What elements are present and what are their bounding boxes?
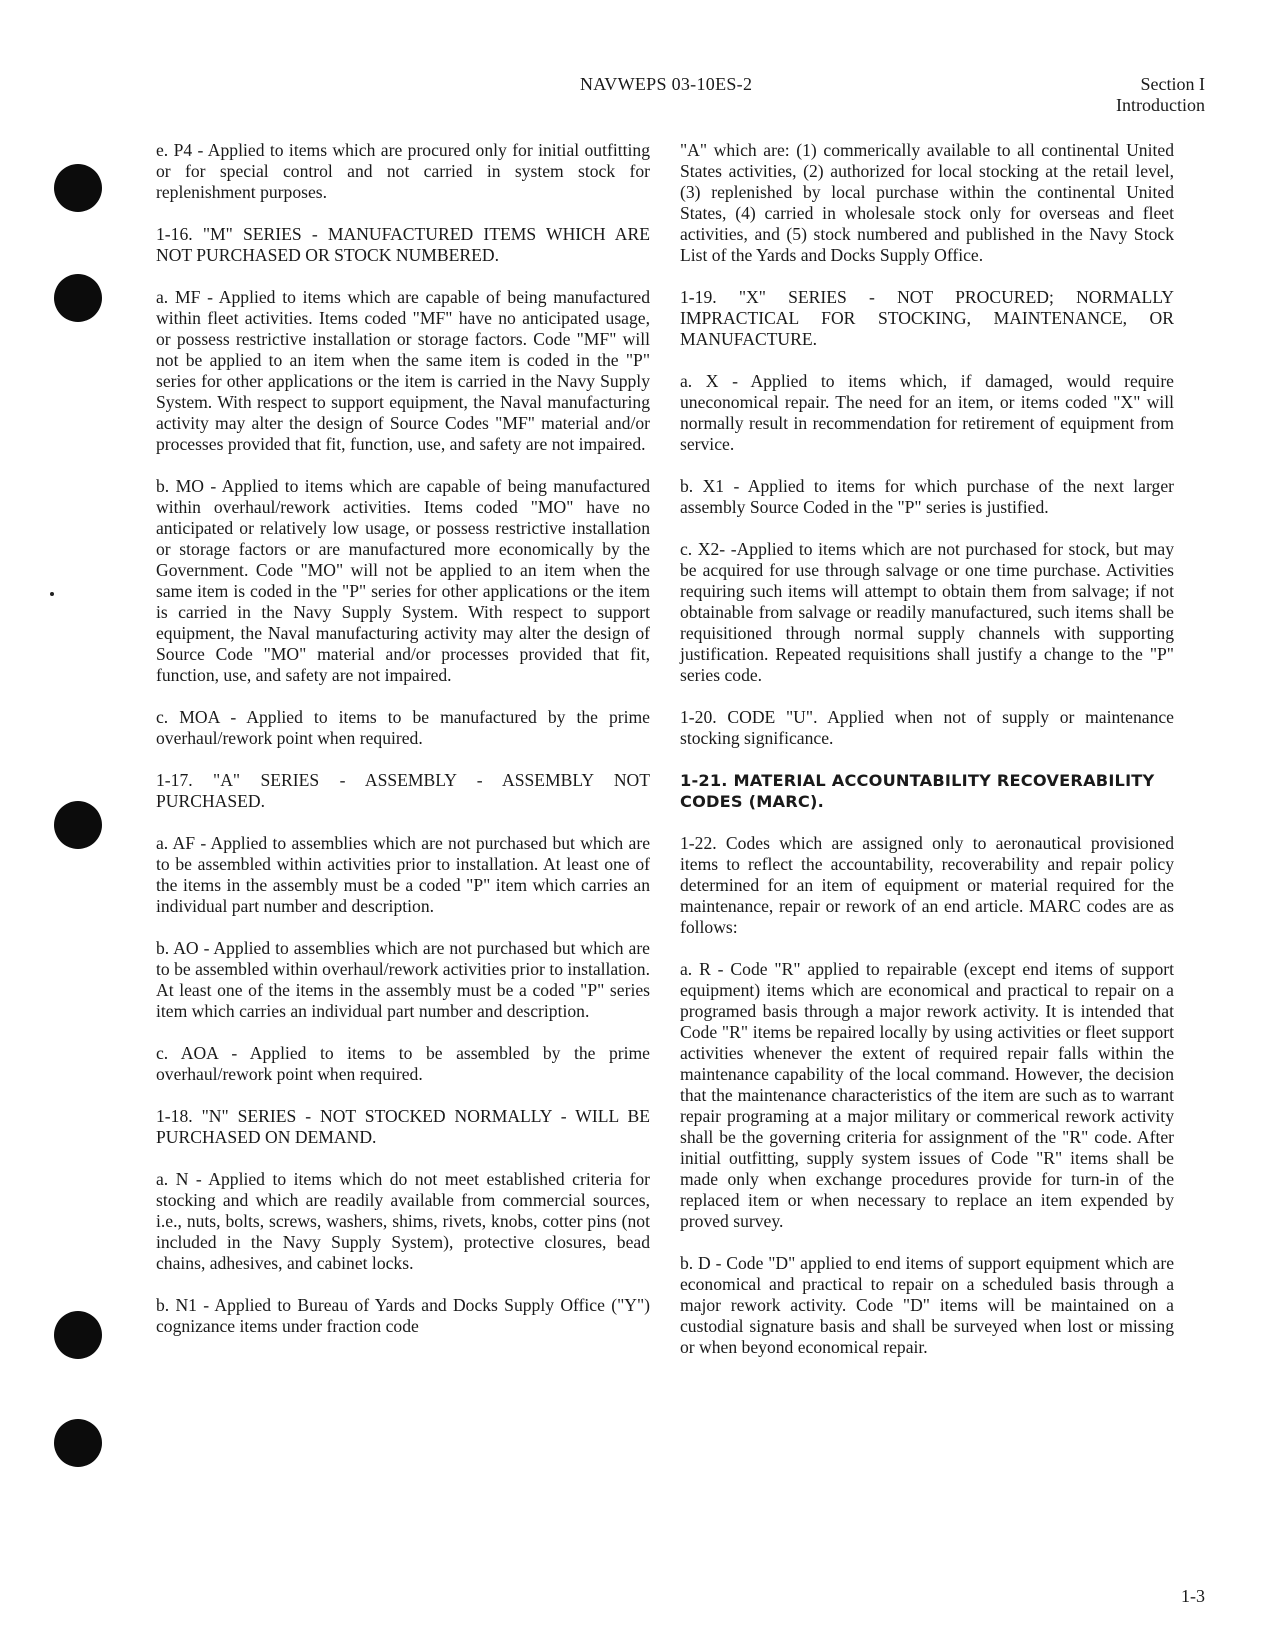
- paragraph-d: b. D - Code "D" applied to end items of support equipment which are economical and practical to repair on a scheduled basis through a major rework activity. Code "D" items will be maintained on a custodial signature basis and shall be surveyed when lost or missing or when beyond economical repair.: [680, 1253, 1174, 1357]
- paragraph-n1-continued: "A" which are: (1) commerically available to all continental United States activities, (2) authorized for local stocking at the retail level, (3) replenished by local purchase within the continental United States, (4) carried in wholesale stock only for overseas and fleet activities, and (5) stock numbered and published in the Navy Stock List of the Yards and Docks Supply Office.: [680, 140, 1174, 265]
- right-column: [680, 140, 1174, 1379]
- binder-hole-3: [54, 801, 102, 849]
- binder-hole-4: [54, 1311, 102, 1359]
- paragraph-mf: a. MF - Applied to items which are capable of being manufactured within fleet activities. Items coded "MF" have no anticipated usage, or possess restrictive installation or storage factors. Code "MF" will not be applied to an item when the same item is coded in the "P" series for other applications or the item is carried in the Navy Supply System. With respect to support equipment, the Naval manufacturing activity may alter the design of Source Codes "MF" material and/or processes provided that fit, function, use, and safety are not impaired.: [156, 287, 650, 454]
- heading-1-19: 1-19. "X" SERIES - NOT PROCURED; NORMALLY IMPRACTICAL FOR STOCKING, MAINTENANCE, OR MANUFACTURE.: [680, 287, 1174, 349]
- heading-1-21: 1-21. MATERIAL ACCOUNTABILITY RECOVERABILITY CODES (MARC).: [680, 771, 1155, 811]
- paragraph-x: a. X - Applied to items which, if damaged, would require uneconomical repair. The need for an item, or items coded "X" will normally result in recommendation for retirement of equipment from service.: [680, 371, 1174, 454]
- page-number: 1-3: [1181, 1586, 1205, 1606]
- paragraph-mo: b. MO - Applied to items which are capable of being manufactured within overhaul/rework activities. Items coded "MO" have no anticipated or relatively low usage, or possess restrictive installation or storage factors or are manufactured more economically by the Government. Code "MO" will not be applied to an item when the same item is coded in the "P" series for other applications or the item is carried in the Navy Supply System. With respect to support equipment, the Naval manufacturing activity may alter the design of Source Code "MO" material and/or processes provided that fit, function, use, and safety are not impaired.: [156, 476, 650, 685]
- section-header: [1116, 74, 1205, 116]
- heading-1-17: 1-17. "A" SERIES - ASSEMBLY - ASSEMBLY NOT PURCHASED.: [156, 770, 650, 811]
- paragraph-r: a. R - Code "R" applied to repairable (except end items of support equipment) items which are economical and practical to repair on a programed basis through a major rework activity. It is intended that Code "R" items be repaired locally by using activities or fleet support activities whenever the extent of required repair falls within the maintenance capability of the local command. However, the decision that the maintenance characteristics of the item are such as to warrant repair programing at a major military or commerical rework activity shall be the governing criteria for assignment of the "R" code. After initial outfitting, supply system issues of Code "R" items shall be made only when exchange procedures provide for turn-in of the replaced item or when necessary to replace an item expended by proved survey.: [680, 959, 1174, 1231]
- paragraph-aoa: c. AOA - Applied to items to be assembled by the prime overhaul/rework point when required.: [156, 1043, 650, 1084]
- paragraph-p4: e. P4 - Applied to items which are procured only for initial outfitting or for special control and not carried in system stock for replenishment purposes.: [156, 140, 650, 202]
- binder-hole-1: [54, 164, 102, 212]
- section-label: Section I: [1140, 74, 1205, 94]
- paragraph-n1: b. N1 - Applied to Bureau of Yards and Docks Supply Office ("Y") cognizance items under fraction code: [156, 1295, 650, 1336]
- document-number: NAVWEPS 03-10ES-2: [580, 74, 753, 94]
- paragraph-n: a. N - Applied to items which do not meet established criteria for stocking and which are readily available from commercial sources, i.e., nuts, bolts, screws, washers, shims, rivets, knobs, cotter pins (not included in the Navy Supply System), protective closures, bead chains, adhesives, and cabinet locks.: [156, 1169, 650, 1273]
- paragraph-ao: b. AO - Applied to assemblies which are not purchased but which are to be assembled within overhaul/rework activities prior to installation. At least one of the items in the assembly must be a coded "P" series item which carries an individual part number and description.: [156, 938, 650, 1021]
- section-title: Introduction: [1116, 95, 1205, 115]
- heading-1-18: 1-18. "N" SERIES - NOT STOCKED NORMALLY - WILL BE PURCHASED ON DEMAND.: [156, 1106, 650, 1147]
- paragraph-1-22: 1-22. Codes which are assigned only to aeronautical provisioned items to reflect the accountability, recoverability and repair policy determined for an item of equipment or material required for the maintenance, repair or rework of an end article. MARC codes are as follows:: [680, 833, 1174, 937]
- scan-speck: [50, 592, 54, 596]
- heading-1-16: 1-16. "M" SERIES - MANUFACTURED ITEMS WHICH ARE NOT PURCHASED OR STOCK NUMBERED.: [156, 224, 650, 265]
- left-column: [156, 140, 650, 1358]
- paragraph-x1: b. X1 - Applied to items for which purchase of the next larger assembly Source Coded in the "P" series is justified.: [680, 476, 1174, 517]
- binder-hole-2: [54, 274, 102, 322]
- paragraph-moa: c. MOA - Applied to items to be manufactured by the prime overhaul/rework point when required.: [156, 707, 650, 748]
- paragraph-af: a. AF - Applied to assemblies which are not purchased but which are to be assembled within activities prior to installation. At least one of the items in the assembly must be a coded "P" item which carries an individual part number and description.: [156, 833, 650, 916]
- binder-hole-5: [54, 1419, 102, 1467]
- paragraph-x2: c. X2- -Applied to items which are not purchased for stock, but may be acquired for use through salvage or one time purchase. Activities requiring such items will attempt to obtain them from salvage; if not obtainable from salvage or readily manufactured, such items shall be requisitioned through normal supply channels with supporting justification. Repeated requisitions shall justify a change to the "P" series code.: [680, 539, 1174, 685]
- paragraph-1-20: 1-20. CODE "U". Applied when not of supply or maintenance stocking significance.: [680, 707, 1174, 748]
